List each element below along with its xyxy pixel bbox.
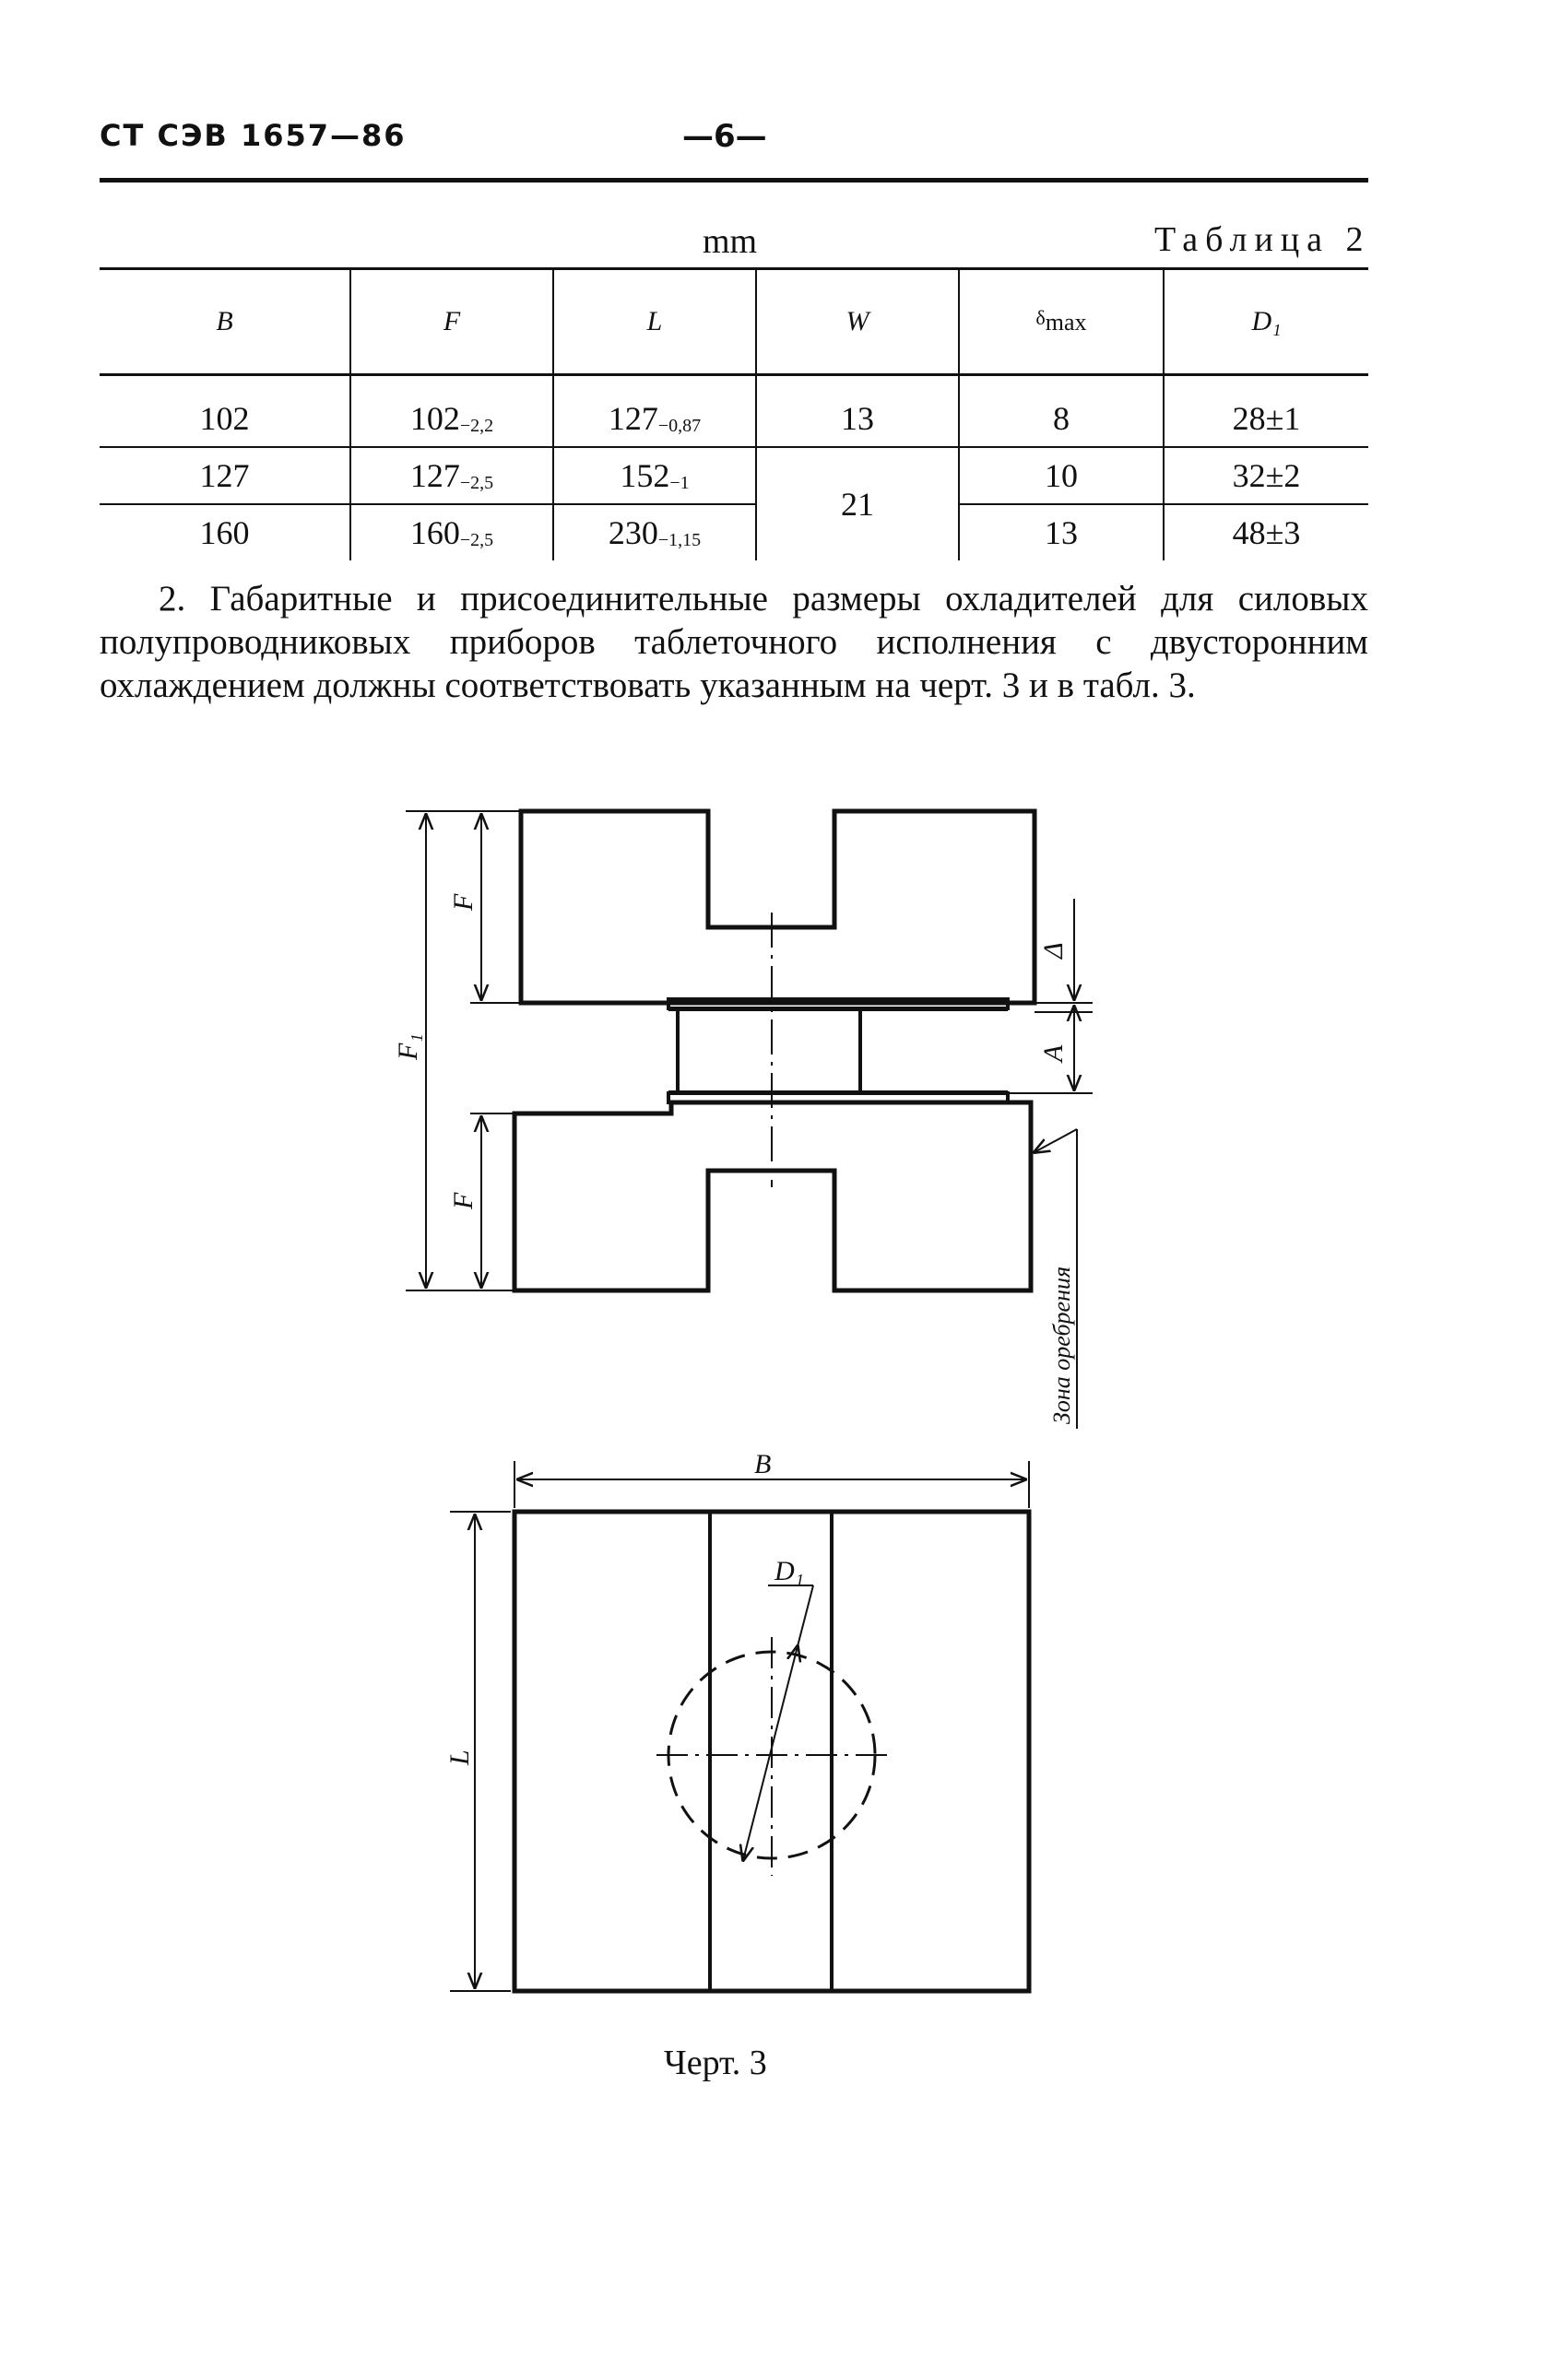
cell-f: $160_{-2,5}$ xyxy=(350,504,553,560)
cell-delta: 10 xyxy=(959,447,1164,504)
plan-view-labels xyxy=(444,1449,804,1766)
label-a: A xyxy=(1038,1044,1069,1062)
cell-l: $152_{-1}$ xyxy=(553,447,756,504)
plan-view-dimensions xyxy=(450,1461,1029,1991)
cell-l: $230_{-1,15}$ xyxy=(553,504,756,560)
table-unit: mm xyxy=(703,222,758,261)
col-header-l: L xyxy=(553,269,756,375)
plan-view xyxy=(514,1512,1029,1991)
figure-caption: Черт. 3 xyxy=(664,2044,767,2082)
cell-b: 160 xyxy=(199,514,250,551)
label-f-bottom: F xyxy=(448,1192,479,1209)
side-view-dimensions xyxy=(406,811,1093,1429)
cell-delta: 13 xyxy=(959,504,1164,560)
label-f-top: F xyxy=(448,893,479,911)
cell-d1: 32±2 xyxy=(1164,447,1368,504)
cell-w-merged: 21 xyxy=(756,447,959,560)
tablet-sides xyxy=(678,1007,860,1093)
label-d1: D₁ xyxy=(774,1556,805,1586)
col-header-w: W xyxy=(756,269,959,375)
table-caption: Таблица 2 xyxy=(1154,220,1371,259)
cell-d1: 28±1 xyxy=(1164,391,1368,447)
delta-subscript: max xyxy=(1045,309,1087,336)
col-header-f: F xyxy=(350,269,553,375)
cell-f: $102_{-2,2}$ xyxy=(350,391,553,447)
paragraph-text: 2. Габаритные и присоединительные размеры охладителей для силовых полупроводниковых приборов таблеточного исполнения с двусторонним охлаждением должны соответствовать указанным на черт. 3 и в табл. 3. xyxy=(100,579,1368,705)
top-cooler-outline xyxy=(521,811,1035,1003)
cell-d1: 48±3 xyxy=(1164,504,1368,560)
label-f1: F₁ xyxy=(393,1033,423,1060)
label-b: B xyxy=(754,1449,772,1479)
label-fin-zone: Зона оребрения xyxy=(1048,1266,1075,1424)
cell-f: $127_{-2,5}$ xyxy=(350,447,553,504)
col-header-d1: D₁ xyxy=(1164,269,1368,375)
delta-symbol: δ xyxy=(1035,306,1046,329)
side-view xyxy=(514,811,1035,1290)
col-header-b: B xyxy=(100,269,350,375)
cell-b: 102 xyxy=(100,391,350,447)
bottom-contact-plate xyxy=(668,1093,1008,1102)
label-delta: Δ xyxy=(1038,942,1069,959)
document-code: СТ СЭВ 1657—86 xyxy=(100,118,407,153)
d1-dimension-line xyxy=(743,1646,798,1860)
cell-b: 127 xyxy=(100,447,350,504)
side-view-labels xyxy=(393,893,1075,1424)
cell-l: $127_{-0,87}$ xyxy=(553,391,756,447)
cell-delta: 8 xyxy=(959,391,1164,447)
label-l: L xyxy=(444,1750,475,1765)
page-number: —6— xyxy=(682,118,767,155)
cell-w: 13 xyxy=(756,391,959,447)
